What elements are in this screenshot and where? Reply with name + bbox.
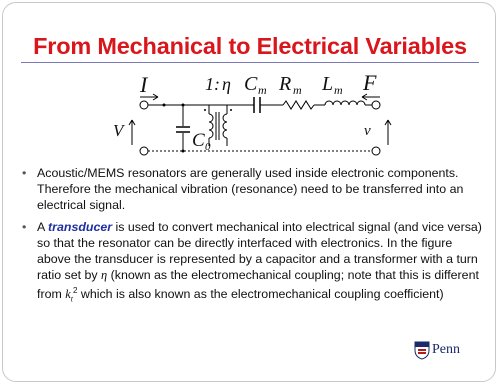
bullet-2-eta: η — [101, 268, 108, 283]
bullet-2-post: (known as the electromechanical coupling; note that this is different from — [37, 268, 479, 302]
terminal-bottom-right — [372, 147, 380, 155]
bullet-marker: • — [22, 219, 27, 234]
polarity-dot-primary — [204, 109, 206, 111]
resistor-Rm — [283, 101, 314, 109]
bullet-marker: • — [22, 166, 27, 180]
label-v: ν — [364, 123, 371, 139]
label-Cm-sub: m — [258, 83, 267, 97]
inductor-Lm — [325, 101, 365, 105]
label-V: V — [113, 121, 124, 140]
slide-title: From Mechanical to Electrical Variables — [33, 33, 467, 59]
bullet-list — [22, 165, 482, 313]
bullet-2-kt-sup: 2 — [72, 286, 78, 296]
label-eta: η — [222, 74, 231, 94]
penn-logo-text: Penn — [432, 342, 460, 357]
polarity-dot-secondary — [230, 109, 232, 111]
label-C0-sub: 0 — [205, 141, 211, 153]
terminal-top-right — [372, 101, 380, 109]
junction-dot-1 — [163, 104, 166, 107]
label-C0: C — [192, 130, 205, 151]
label-ratio: 1: — [205, 74, 220, 94]
label-Rm: R — [279, 73, 292, 95]
transformer-secondary-coil — [223, 114, 227, 138]
bullet-item-2 — [22, 219, 482, 309]
transducer-circuit-diagram — [0, 0, 500, 165]
bullet-2-kt: k — [65, 287, 71, 302]
bullet-item-1 — [22, 165, 482, 214]
bullet-2-mid: is used to convert mechanical into electrical signal (and vice versa) so that the resonator can be directly interfaced with electronics. In the figure above the transducer is represented by a capacitor and a transformer with a turn ratio set by — [37, 219, 482, 283]
bullet-2-term-transducer: transducer — [48, 219, 113, 234]
label-Lm: L — [322, 73, 334, 95]
terminal-top-left — [140, 101, 148, 109]
bullet-1-text: Acoustic/MEMS resonators are generally used inside electronic components. Therefore the mechanical vibration (resonance) need to be transferred into an electrical signal. — [37, 166, 464, 213]
bullet-2-kt-sub: t — [70, 295, 73, 305]
label-Cm: C — [244, 73, 258, 95]
transformer-primary-coil — [209, 114, 213, 138]
bullet-2-tail: which is also known as the electromechanical coupling coefficient) — [77, 287, 444, 302]
label-F: F — [363, 70, 377, 95]
label-I: I — [140, 72, 148, 97]
label-Lm-sub: m — [334, 83, 343, 97]
bullet-2-pre: A — [37, 219, 49, 234]
terminal-bottom-left — [140, 147, 148, 155]
junction-dot-2 — [182, 104, 185, 107]
penn-logo — [413, 340, 483, 360]
penn-shield-icon — [413, 340, 431, 360]
junction-dot-3 — [182, 150, 185, 153]
label-Rm-sub: m — [293, 83, 302, 97]
